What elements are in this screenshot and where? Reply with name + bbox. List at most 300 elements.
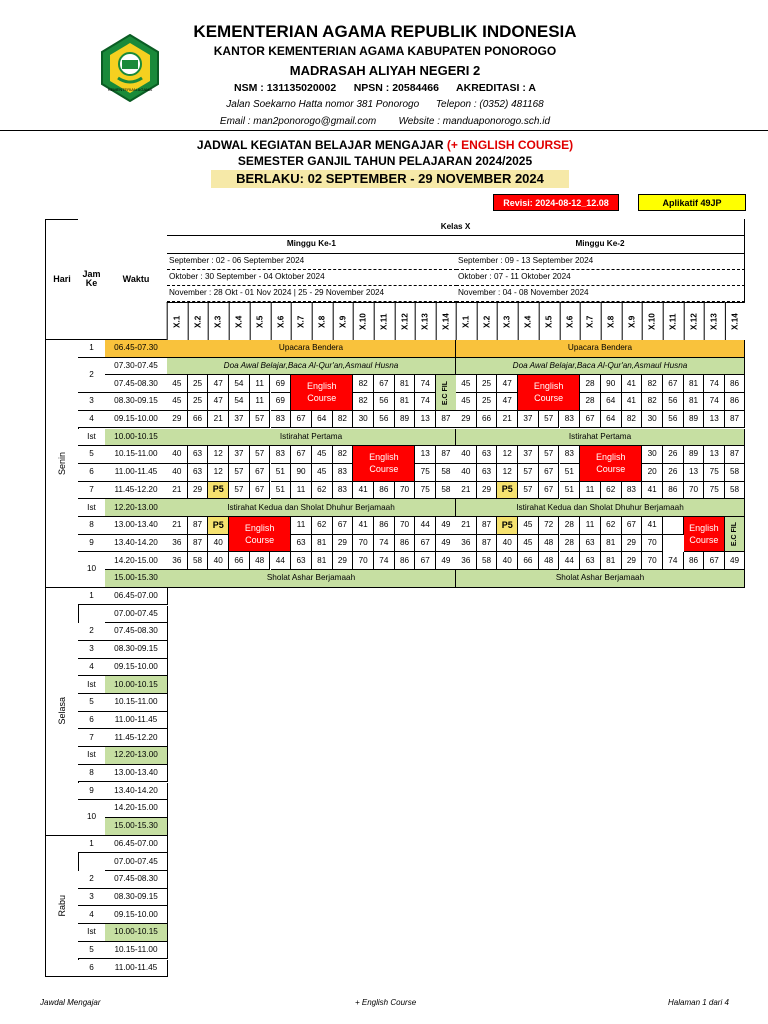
- teacher-code: 56: [374, 393, 395, 411]
- teacher-code: 81: [395, 393, 416, 411]
- waktu-cell: 11.45-12.20: [105, 729, 168, 747]
- teacher-code: 66: [518, 552, 539, 570]
- teacher-code: 51: [560, 464, 581, 482]
- class-header: X.7: [580, 302, 601, 340]
- teacher-code: 28: [560, 535, 581, 553]
- teacher-code: 36: [456, 552, 477, 570]
- teacher-code: 82: [622, 411, 643, 429]
- activity-band: Sholat Ashar Berjamaah: [167, 570, 456, 588]
- kelas-header: Kelas X: [167, 219, 745, 236]
- teacher-code: 29: [456, 411, 477, 429]
- day-selasa: Selasa: [45, 588, 79, 836]
- teacher-code: 58: [436, 482, 457, 500]
- waktu-cell: 10.15-11.00: [105, 694, 168, 712]
- p5-code: P5: [497, 517, 518, 535]
- waktu-cell: 08.30-09.15: [105, 641, 168, 659]
- teacher-code: 83: [560, 446, 581, 464]
- teacher-code: 57: [518, 482, 539, 500]
- teacher-code: 26: [663, 446, 684, 464]
- jam-cell: 3: [78, 393, 106, 411]
- activity-band: Upacara Bendera: [167, 340, 456, 358]
- teacher-code: 28: [580, 375, 601, 393]
- teacher-code: 63: [291, 552, 312, 570]
- teacher-code: 37: [518, 446, 539, 464]
- teacher-code: 67: [539, 464, 560, 482]
- waktu-cell: 14.20-15.00: [105, 800, 168, 818]
- teacher-code: 11: [250, 393, 271, 411]
- teacher-code: 25: [188, 375, 209, 393]
- teacher-code: 90: [291, 464, 312, 482]
- teacher-code: 74: [415, 393, 436, 411]
- teacher-code: 58: [725, 464, 745, 482]
- teacher-code: 57: [250, 446, 271, 464]
- class-header: X.4: [518, 302, 539, 340]
- english-course-block: English Course: [684, 517, 725, 552]
- teacher-code: 64: [601, 393, 622, 411]
- waktu-cell: 12.20-13.00: [105, 499, 168, 517]
- teacher-code: 82: [353, 375, 374, 393]
- teacher-code: 49: [436, 535, 457, 553]
- teacher-code: 64: [601, 411, 622, 429]
- class-header: X.10: [642, 302, 663, 340]
- school-contact: Email : man2ponorogo@gmail.com Website : manduaponorogo.sch.id: [219, 116, 551, 127]
- teacher-code: 69: [271, 393, 292, 411]
- activity-band: Upacara Bendera: [456, 340, 745, 358]
- class-header: X.3: [208, 302, 229, 340]
- teacher-code: 63: [477, 464, 498, 482]
- teacher-code: 81: [395, 375, 416, 393]
- teacher-code: 66: [229, 552, 250, 570]
- teacher-code: 47: [497, 375, 518, 393]
- english-course-block: English Course: [353, 446, 415, 481]
- teacher-code: 40: [167, 446, 188, 464]
- waktu-cell: 13.40-14.20: [105, 783, 168, 801]
- teacher-code: 74: [374, 535, 395, 553]
- teacher-code: 74: [374, 552, 395, 570]
- waktu-cell: 13.00-13.40: [105, 765, 168, 783]
- activity-band: Doa Awal Belajar,Baca Al-Qur'an,Asmaul Husna: [167, 358, 456, 376]
- teacher-code: 37: [518, 411, 539, 429]
- class-header: X.5: [250, 302, 271, 340]
- waktu-cell: 06.45-07.00: [105, 588, 168, 606]
- teacher-code: 12: [497, 446, 518, 464]
- teacher-code: 45: [167, 375, 188, 393]
- teacher-code: 57: [229, 482, 250, 500]
- revision-badge: Revisi: 2024-08-12_12.08: [493, 194, 619, 211]
- teacher-code: 75: [415, 464, 436, 482]
- jam-cell: 3: [78, 889, 106, 907]
- teacher-code: 86: [725, 375, 745, 393]
- teacher-code: 86: [374, 517, 395, 535]
- teacher-code: 67: [250, 464, 271, 482]
- teacher-code: 48: [539, 552, 560, 570]
- waktu-cell: 10.15-11.00: [105, 942, 168, 960]
- teacher-code: 86: [395, 535, 416, 553]
- col-hari-header: Hari: [45, 219, 79, 340]
- teacher-code: 11: [291, 517, 312, 535]
- waktu-cell: 11.45-12.20: [105, 482, 168, 500]
- activity-band: Doa Awal Belajar,Baca Al-Qur'an,Asmaul Husna: [456, 358, 745, 376]
- teacher-code: 49: [725, 552, 745, 570]
- teacher-code: 87: [436, 411, 457, 429]
- office-title: KANTOR KEMENTERIAN AGAMA KABUPATEN PONOROGO: [213, 44, 557, 58]
- teacher-code: 75: [415, 482, 436, 500]
- teacher-code: 29: [622, 552, 643, 570]
- teacher-code: 86: [725, 393, 745, 411]
- teacher-code: 72: [539, 517, 560, 535]
- teacher-code: 67: [415, 552, 436, 570]
- teacher-code: 63: [188, 446, 209, 464]
- jam-cell: 2: [78, 871, 106, 889]
- teacher-code: 41: [622, 393, 643, 411]
- teacher-code: 40: [208, 552, 229, 570]
- teacher-code: 70: [395, 482, 416, 500]
- teacher-code: 62: [312, 482, 333, 500]
- teacher-code: 40: [167, 464, 188, 482]
- teacher-code: 87: [477, 517, 498, 535]
- teacher-code: 82: [353, 393, 374, 411]
- class-header: X.9: [622, 302, 643, 340]
- teacher-code: 40: [208, 535, 229, 553]
- teacher-code: 44: [415, 517, 436, 535]
- class-header: X.4: [229, 302, 250, 340]
- teacher-code: 54: [229, 393, 250, 411]
- teacher-code: 40: [497, 535, 518, 553]
- teacher-code: 57: [518, 464, 539, 482]
- teacher-code: 37: [229, 411, 250, 429]
- teacher-code: 82: [642, 375, 663, 393]
- svg-text:KEMENTERIAN AGAMA: KEMENTERIAN AGAMA: [107, 87, 153, 92]
- teacher-code: 87: [725, 411, 745, 429]
- teacher-code: 28: [560, 517, 581, 535]
- waktu-cell: 11.00-11.45: [105, 712, 168, 730]
- waktu-cell: 14.20-15.00: [105, 552, 168, 570]
- week1-date: September : 02 - 06 September 2024: [167, 254, 457, 270]
- teacher-code: 86: [663, 482, 684, 500]
- jam-cell: 5: [78, 694, 106, 712]
- week2-date: Oktober : 07 - 11 Oktober 2024: [456, 270, 745, 286]
- teacher-code: 12: [497, 464, 518, 482]
- jam-cell: 9: [78, 535, 106, 553]
- jam-cell: 10: [78, 800, 106, 835]
- teacher-code: 62: [312, 517, 333, 535]
- jam-cell: 1: [78, 588, 106, 606]
- teacher-code: 87: [188, 535, 209, 553]
- waktu-cell: 10.00-10.15: [105, 676, 168, 694]
- week1-date: November : 28 Okt - 01 Nov 2024 | 25 - 29 November 2024: [167, 286, 457, 302]
- teacher-code: 57: [250, 411, 271, 429]
- school-title: MADRASAH ALIYAH NEGERI 2: [289, 63, 481, 78]
- teacher-code: 54: [229, 375, 250, 393]
- teacher-code: 89: [395, 411, 416, 429]
- waktu-cell: 10.00-10.15: [105, 924, 168, 942]
- teacher-code: 74: [663, 552, 684, 570]
- schedule-title: JADWAL KEGIATAN BELAJAR MENGAJAR (+ ENGLISH COURSE): [196, 138, 574, 152]
- teacher-code: 25: [477, 393, 498, 411]
- activity-band: Istirahat Pertama: [456, 429, 745, 447]
- activity-band: Istirahat Pertama: [167, 429, 456, 447]
- jam-cell: 10: [78, 552, 106, 587]
- class-header: X.14: [725, 302, 745, 340]
- teacher-code: 21: [167, 482, 188, 500]
- class-header: X.13: [704, 302, 725, 340]
- teacher-code: 81: [312, 552, 333, 570]
- teacher-code: 21: [456, 482, 477, 500]
- jam-cell: 4: [78, 411, 106, 429]
- english-course-block: English Course: [291, 375, 353, 410]
- jam-cell: 6: [78, 712, 106, 730]
- jam-cell: 6: [78, 960, 106, 978]
- teacher-code: 67: [663, 375, 684, 393]
- activity-band: Sholat Ashar Berjamaah: [456, 570, 745, 588]
- col-jam-header: Jam Ke: [78, 219, 106, 340]
- waktu-cell: 08.30-09.15: [105, 393, 168, 411]
- jam-cell: Ist: [78, 499, 106, 517]
- jam-cell: 5: [78, 942, 106, 960]
- class-header: X.3: [497, 302, 518, 340]
- teacher-code: 47: [208, 375, 229, 393]
- teacher-code: 13: [704, 446, 725, 464]
- class-header: X.12: [395, 302, 416, 340]
- teacher-code: 87: [188, 517, 209, 535]
- teacher-code: 63: [477, 446, 498, 464]
- teacher-code: 40: [456, 446, 477, 464]
- school-address: Jalan Soekarno Hatta nomor 381 Ponorogo Telepon : (0352) 481168: [226, 99, 544, 110]
- day-rabu: Rabu: [45, 836, 79, 977]
- teacher-code: 13: [684, 464, 705, 482]
- teacher-code: 36: [167, 535, 188, 553]
- teacher-code: 83: [271, 446, 292, 464]
- class-header: X.9: [333, 302, 354, 340]
- teacher-code: 74: [704, 375, 725, 393]
- teacher-code: 40: [456, 464, 477, 482]
- class-header: X.5: [539, 302, 560, 340]
- waktu-cell: 09.15-10.00: [105, 659, 168, 677]
- ministry-title: KEMENTERIAN AGAMA REPUBLIK INDONESIA: [193, 22, 577, 41]
- class-header: X.14: [436, 302, 457, 340]
- teacher-code: 82: [333, 411, 354, 429]
- teacher-code: 41: [642, 517, 663, 535]
- teacher-code: 67: [333, 517, 354, 535]
- teacher-code: 30: [353, 411, 374, 429]
- teacher-code: 63: [291, 535, 312, 553]
- schedule-table: [45, 219, 745, 977]
- teacher-code: 56: [663, 393, 684, 411]
- teacher-code: 51: [560, 482, 581, 500]
- week2-date: September : 09 - 13 September 2024: [456, 254, 745, 270]
- teacher-code: 51: [271, 482, 292, 500]
- teacher-code: 67: [704, 552, 725, 570]
- teacher-code: 58: [436, 464, 457, 482]
- jam-cell: 8: [78, 517, 106, 535]
- jam-cell: Ist: [78, 429, 106, 447]
- waktu-cell: 13.00-13.40: [105, 517, 168, 535]
- p5-code: P5: [208, 482, 229, 500]
- teacher-code: 13: [415, 446, 436, 464]
- teacher-code: 86: [684, 552, 705, 570]
- teacher-code: 41: [642, 482, 663, 500]
- week1-date: Oktober : 30 September - 04 Oktober 2024: [167, 270, 457, 286]
- jam-cell: 4: [78, 659, 106, 677]
- week2-title: Minggu Ke-2: [456, 236, 745, 254]
- teacher-code: 25: [477, 375, 498, 393]
- semester-title: SEMESTER GANJIL TAHUN PELAJARAN 2024/2025: [237, 154, 533, 168]
- teacher-code: 81: [312, 535, 333, 553]
- teacher-code: 81: [601, 535, 622, 553]
- jam-cell: 1: [78, 836, 106, 854]
- teacher-code: 45: [456, 393, 477, 411]
- teacher-code: 67: [291, 411, 312, 429]
- teacher-code: 86: [395, 552, 416, 570]
- class-header: X.10: [353, 302, 374, 340]
- teacher-code: 67: [539, 482, 560, 500]
- teacher-code: 70: [642, 552, 663, 570]
- teacher-code: 29: [622, 535, 643, 553]
- teacher-code: 25: [188, 393, 209, 411]
- teacher-code: 41: [353, 517, 374, 535]
- teacher-code: 82: [642, 393, 663, 411]
- teacher-code: 13: [415, 411, 436, 429]
- english-course-block: English Course: [518, 375, 580, 410]
- teacher-code: 89: [684, 446, 705, 464]
- teacher-code: 29: [167, 411, 188, 429]
- teacher-code: 37: [229, 446, 250, 464]
- teacher-code: 57: [229, 464, 250, 482]
- teacher-code: 69: [271, 375, 292, 393]
- teacher-code: 70: [642, 535, 663, 553]
- school-ids: NSM : 131135020002 NPSN : 20584466 AKREDITASI : A: [234, 82, 536, 94]
- vertical-label: E.C FIL: [725, 517, 745, 552]
- teacher-code: 70: [684, 482, 705, 500]
- teacher-code: 87: [436, 446, 457, 464]
- teacher-code: 29: [188, 482, 209, 500]
- teacher-code: 82: [333, 446, 354, 464]
- p5-code: P5: [208, 517, 229, 535]
- jam-cell: 3: [78, 641, 106, 659]
- teacher-code: 49: [436, 552, 457, 570]
- jam-cell: 5: [78, 446, 106, 464]
- teacher-code: 47: [208, 393, 229, 411]
- class-header: X.12: [684, 302, 705, 340]
- teacher-code: 74: [704, 393, 725, 411]
- jam-cell: 9: [78, 783, 106, 801]
- teacher-code: 30: [642, 411, 663, 429]
- waktu-cell: 06.45-07.00: [105, 836, 168, 854]
- teacher-code: 66: [477, 411, 498, 429]
- teacher-code: 49: [436, 517, 457, 535]
- document-header: [0, 0, 768, 220]
- waktu-cell: 08.30-09.15: [105, 889, 168, 907]
- teacher-code: 41: [353, 482, 374, 500]
- teacher-code: 30: [642, 446, 663, 464]
- jam-cell: 7: [78, 482, 106, 500]
- english-course-block: English Course: [229, 517, 291, 552]
- teacher-code: 12: [208, 446, 229, 464]
- jam-cell: Ist: [78, 747, 106, 765]
- teacher-code: 57: [539, 446, 560, 464]
- teacher-code: 67: [374, 375, 395, 393]
- teacher-code: 11: [291, 482, 312, 500]
- teacher-code: 83: [271, 411, 292, 429]
- class-header: X.1: [167, 302, 188, 340]
- teacher-code: 56: [663, 411, 684, 429]
- teacher-code: 67: [580, 411, 601, 429]
- teacher-code: 86: [374, 482, 395, 500]
- waktu-cell: 07.30-07.45: [105, 358, 168, 376]
- teacher-code: 29: [477, 482, 498, 500]
- teacher-code: 48: [539, 535, 560, 553]
- col-waktu-header: Waktu: [105, 219, 168, 340]
- teacher-code: 81: [601, 552, 622, 570]
- teacher-code: 62: [601, 482, 622, 500]
- teacher-code: 36: [456, 535, 477, 553]
- waktu-cell: 10.15-11.00: [105, 446, 168, 464]
- waktu-cell: 15.00-15.30: [105, 818, 168, 836]
- class-header: X.6: [271, 302, 292, 340]
- week2-date: November : 04 - 08 November 2024: [456, 286, 745, 302]
- teacher-code: 45: [456, 375, 477, 393]
- teacher-code: 87: [725, 446, 745, 464]
- teacher-code: 57: [539, 411, 560, 429]
- teacher-code: 74: [415, 375, 436, 393]
- teacher-code: 83: [333, 482, 354, 500]
- teacher-code: 67: [415, 535, 436, 553]
- class-header: X.8: [601, 302, 622, 340]
- waktu-cell: 09.15-10.00: [105, 411, 168, 429]
- teacher-code: 26: [663, 464, 684, 482]
- jam-cell: 1: [78, 340, 106, 358]
- teacher-code: 41: [622, 375, 643, 393]
- teacher-code: 13: [704, 411, 725, 429]
- teacher-code: 20: [642, 464, 663, 482]
- teacher-code: 21: [497, 411, 518, 429]
- teacher-code: 63: [188, 464, 209, 482]
- waktu-cell: 15.00-15.30: [105, 570, 168, 588]
- header-divider: [0, 130, 768, 131]
- p5-code: P5: [497, 482, 518, 500]
- class-header: X.8: [312, 302, 333, 340]
- week1-title: Minggu Ke-1: [167, 236, 457, 254]
- teacher-code: 21: [167, 517, 188, 535]
- teacher-code: 67: [250, 482, 271, 500]
- teacher-code: 75: [704, 482, 725, 500]
- teacher-code: 45: [518, 535, 539, 553]
- teacher-code: 63: [580, 535, 601, 553]
- english-course-block: English Course: [580, 446, 642, 481]
- waktu-cell: 13.40-14.20: [105, 535, 168, 553]
- activity-band: Istirahat Kedua dan Sholat Dhuhur Berjamaah: [456, 499, 745, 517]
- jam-cell: 6: [78, 464, 106, 482]
- vertical-label: E.C FIL: [436, 375, 457, 410]
- teacher-code: 75: [704, 464, 725, 482]
- teacher-code: 44: [271, 552, 292, 570]
- teacher-code: 36: [167, 552, 188, 570]
- jam-cell: 7: [78, 729, 106, 747]
- jp-badge: Aplikatif 49JP: [638, 194, 746, 211]
- teacher-code: 29: [333, 552, 354, 570]
- teacher-code: 58: [477, 552, 498, 570]
- teacher-code: 45: [312, 446, 333, 464]
- teacher-code: 40: [497, 552, 518, 570]
- teacher-code: 29: [333, 535, 354, 553]
- waktu-cell: 07.00-07.45: [105, 853, 168, 871]
- teacher-code: 64: [312, 411, 333, 429]
- waktu-cell: 06.45-07.30: [105, 340, 168, 358]
- jam-cell: Ist: [78, 924, 106, 942]
- waktu-cell: 10.00-10.15: [105, 429, 168, 447]
- teacher-code: 83: [622, 482, 643, 500]
- teacher-code: 70: [353, 535, 374, 553]
